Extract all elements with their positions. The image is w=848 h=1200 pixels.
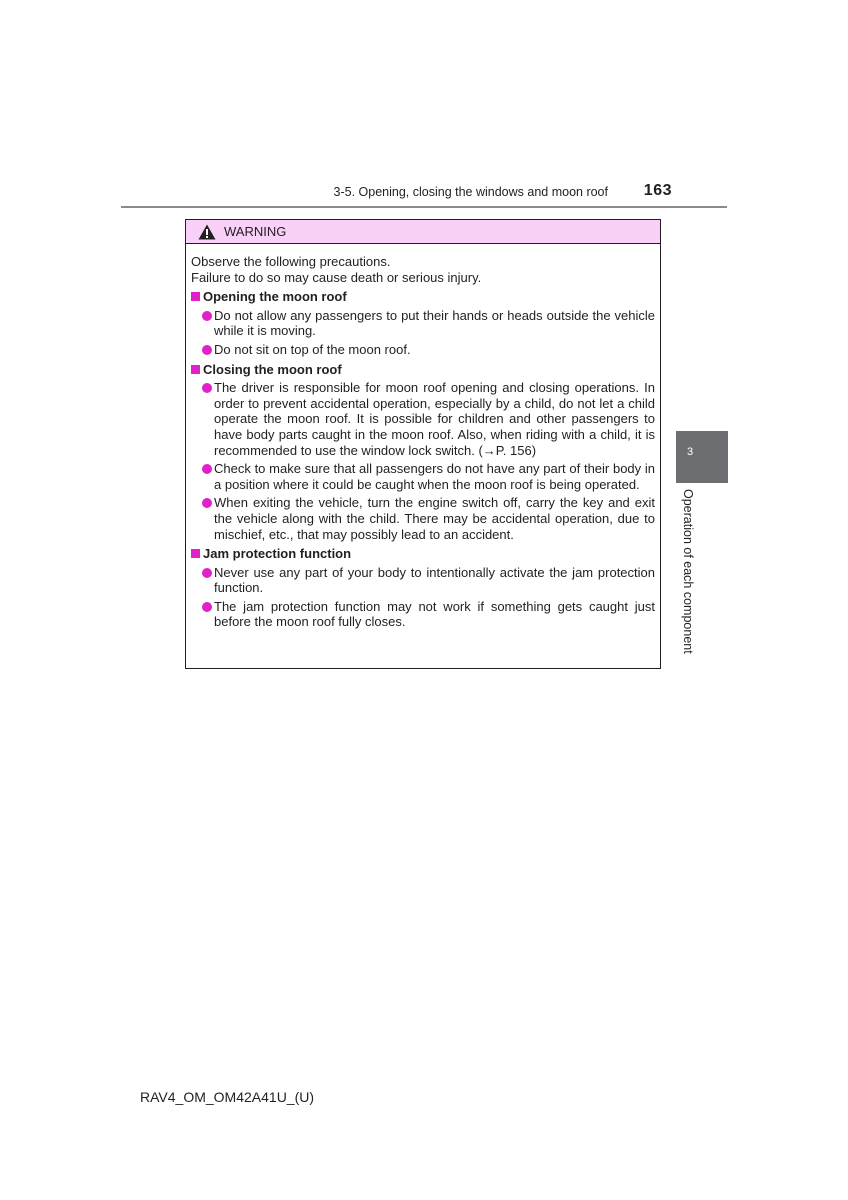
bullet-item [191,565,655,596]
header-rule [121,206,727,208]
round-bullet-icon [202,311,212,321]
bullet-text: Do not allow any passengers to put their hands or heads outside the vehicle while it is moving. [214,307,655,339]
warning-body [186,244,660,630]
bullet-item [191,495,655,542]
bullet-item [191,599,655,630]
warning-header [186,220,660,244]
intro-line: Observe the following precautions. [191,254,391,269]
footer-doc-id: RAV4_OM_OM42A41U_(U) [140,1089,315,1105]
chapter-number: 3 [687,446,694,458]
section-heading-closing [191,362,655,378]
square-bullet-icon [191,292,200,301]
warning-triangle-icon [198,224,216,240]
section-heading-text: Jam protection function [203,546,352,562]
round-bullet-icon [202,383,212,393]
square-bullet-icon [191,549,200,558]
bullet-item [191,380,655,458]
round-bullet-icon [202,345,212,355]
chapter-tab [676,431,728,483]
bullet-text: Never use any part of your body to intentionally activate the jam protection function. [214,564,655,596]
section-heading-opening [191,289,655,305]
warning-title: WARNING [224,223,287,239]
section-heading-text: Closing the moon roof [203,361,342,377]
intro-line: Failure to do so may cause death or serious injury. [191,269,482,285]
bullet-text: Do not sit on top of the moon roof. [214,341,411,357]
bullet-text: Check to make sure that all passengers do not have any part of their body in a position where it could be caught when the moon roof is being operated. [214,461,655,492]
page-number: 163 [643,182,672,199]
round-bullet-icon [202,464,212,474]
header-section-title: 3-5. Opening, closing the windows and moon roof [333,185,608,199]
round-bullet-icon [202,602,212,612]
round-bullet-icon [202,498,212,508]
section-heading-text: Opening the moon roof [203,289,347,305]
bullet-item [191,308,655,339]
bullet-text: The jam protection function may not work if something gets caught just before the moon roof fully closes. [214,598,655,630]
warning-box [185,219,661,669]
chapter-title: Operation of each component [681,489,695,654]
bullet-text: The driver is responsible for moon roof opening and closing operations. In order to prevent accidental operation, especially by a child, do not let a child operate the moon roof. It is possible for children and other passengers to have body parts caught in the moon roof. Also, when riding with a child, it is recommended to use the window lock switch. (→P. 156) [214,380,655,458]
section-heading-jam-protection [191,546,655,562]
bullet-text: When exiting the vehicle, turn the engine switch off, carry the key and exit the vehicle along with the child. There may be accidental operation, due to mischief, etc., that may possibly lead to an accident. [214,495,655,542]
bullet-item [191,461,655,492]
bullet-item [191,342,655,358]
square-bullet-icon [191,365,200,374]
round-bullet-icon [202,568,212,578]
